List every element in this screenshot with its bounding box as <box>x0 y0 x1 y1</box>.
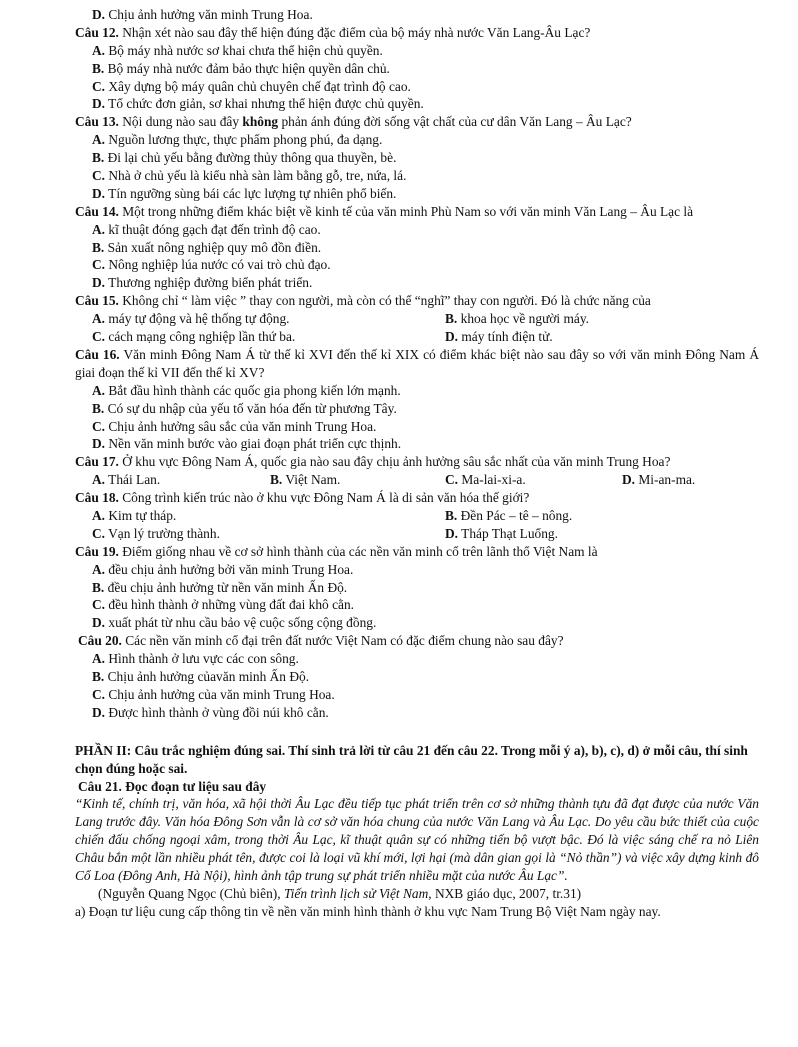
option-text: Vạn lý trường thành. <box>105 525 220 541</box>
question-text: Ở khu vực Đông Nam Á, quốc gia nào sau đây chịu ảnh hưởng sâu sắc nhất của văn minh Trung Hoa? <box>118 454 671 470</box>
option-text: Chịu ảnh hưởng văn minh Trung Hoa. <box>105 7 313 22</box>
q15-option-d <box>445 328 553 346</box>
q19-option-d <box>0 614 798 632</box>
q14-option-b <box>0 239 798 257</box>
question-21 <box>0 778 798 796</box>
question-text: Nhận xét nào sau đây thể hiện đúng đặc điểm của bộ máy nhà nước Văn Lang-Âu Lạc? <box>118 24 591 40</box>
option-letter: D. <box>92 96 106 112</box>
option-text: kĩ thuật đóng gạch đạt đến trình độ cao. <box>105 221 321 237</box>
q20-option-c <box>0 686 798 704</box>
option-letter: C. <box>92 257 106 273</box>
option-text: Việt Nam. <box>282 472 341 488</box>
option-letter: A. <box>92 382 106 398</box>
option-letter: C. <box>92 418 106 434</box>
option-letter: B. <box>445 508 458 523</box>
question-17 <box>0 453 759 471</box>
option-letter: A. <box>92 132 106 148</box>
q15-options-row-1 <box>0 310 798 328</box>
q12-option-d <box>0 95 798 113</box>
q15-option-c <box>92 328 295 346</box>
option-letter: B. <box>92 579 105 595</box>
question-12 <box>0 24 798 42</box>
option-letter: B. <box>92 400 105 416</box>
option-text: Tổ chức đơn giản, sơ khai nhưng thể hiện được chủ quyền. <box>105 96 424 112</box>
q11-option-d <box>0 6 798 24</box>
option-text: Đền Pác – tê – nông. <box>457 508 573 523</box>
q12-option-a <box>0 42 798 60</box>
option-letter: A. <box>92 472 106 488</box>
option-text: cách mạng công nghiệp lần thứ ba. <box>105 329 296 345</box>
q15-option-b <box>445 310 589 328</box>
option-letter: A. <box>92 508 106 523</box>
citation-text: , NXB giáo dục, 2007, tr.31) <box>428 885 582 901</box>
option-letter: D. <box>445 329 459 345</box>
question-text: Không chỉ “ làm việc ” thay con người, mà còn có thể “nghĩ” thay con người. Đó là chức năng của <box>118 293 651 309</box>
question-text: Văn minh Đông Nam Á từ thế kỉ XVI đến thế kỉ XIX có điểm khác biệt nào sau đây so với văn minh Đông Nam Á giai đoạn thế kỉ VII đến thế kỉ XV? <box>75 346 759 380</box>
q20-option-a <box>0 650 798 668</box>
source-quote: “Kinh tế, chính trị, văn hóa, xã hội thời Âu Lạc đều tiếp tục phát triển trên cơ sở những thành tựu đã đạt được của nước Văn Lang trước đây. Văn hóa Đông Sơn vẫn là cơ sở văn hóa chung của nước Văn Lang và Âu Lạc. Do yêu cầu bức thiết của cuộc chiến đấu chống ngoại xâm, trong thời Âu Lạc, kĩ thuật quân sự có những tiến bộ vượt bậc. Đó là việc sáng chế ra nỏ Liên Châu bắn một lần nhiều phát tên, được coi là loại vũ khí mới, lợi hại (mà dân gian gọi là “Nỏ thần”) và việc xây dựng kinh đô Cổ Loa (Đông Anh, Hà Nội), hình ảnh tập trung sự phát triển nhiều mặt của nước Âu Lạc”. <box>75 796 759 884</box>
q15-options-row-2 <box>0 328 798 346</box>
option-text: máy tính điện tử. <box>458 329 553 345</box>
option-text: Thương nghiệp đường biển phát triển. <box>105 275 313 291</box>
question-text: Một trong những điểm khác biệt về kinh tế của văn minh Phù Nam so với văn minh Văn Lang – Âu Lạc là <box>118 203 694 219</box>
option-text: Bộ máy nhà nước sơ khai chưa thể hiện chủ quyền. <box>105 42 383 58</box>
q17-option-d <box>622 471 695 489</box>
q13-option-c <box>0 167 798 185</box>
q16-option-a <box>0 382 798 400</box>
q18-option-b <box>445 507 572 525</box>
question-label: Câu 16. <box>75 346 120 362</box>
q17-options-row <box>0 471 798 489</box>
option-text: Xây dựng bộ máy quân chủ chuyên chế đạt trình độ cao. <box>105 78 411 94</box>
q13-option-b <box>0 149 798 167</box>
q15-option-a <box>92 310 290 328</box>
part-2-heading: PHẦN II: Câu trắc nghiệm đúng sai. Thí sinh trả lời từ câu 21 đến câu 22. Trong mỗi ý a), b), c), d) ở mỗi câu, thí sinh chọn đúng hoặc sai. <box>75 742 748 776</box>
q21-item-a: a) Đoạn tư liệu cung cấp thông tin về nền văn minh hình thành ở khu vực Nam Trung Bộ Việt Nam ngày nay. <box>75 903 661 919</box>
question-label: Câu 13. <box>75 114 119 130</box>
option-text: Đi lại chủ yếu bằng đường thủy thông qua thuyền, bè. <box>104 150 397 166</box>
section-gap <box>0 722 798 742</box>
q14-option-c <box>0 256 798 274</box>
question-14 <box>0 203 759 221</box>
option-text: đều chịu ảnh hưởng từ nền văn minh Ấn Độ. <box>104 579 348 595</box>
question-label: Câu 14. <box>75 203 119 219</box>
question-text: Các nền văn minh cổ đại trên đất nước Việt Nam có đặc điểm chung nào sau đây? <box>121 633 564 649</box>
option-text: Nguồn lương thực, thực phẩm phong phú, đa dạng. <box>105 132 383 148</box>
q14-option-d <box>0 274 798 292</box>
q18-options-row-2 <box>0 525 798 543</box>
option-letter: D. <box>445 525 459 541</box>
option-letter: A. <box>92 311 106 327</box>
source-citation <box>0 885 798 903</box>
option-text: Kim tự tháp. <box>105 508 177 523</box>
option-text: Mi-an-ma. <box>635 472 696 488</box>
option-letter: C. <box>92 597 106 613</box>
q18-options-row-1 <box>0 507 798 525</box>
question-label: Câu 17. <box>75 454 119 470</box>
question-text: Điểm giống nhau về cơ sở hình thành của các nền văn minh cổ trên lãnh thổ Việt Nam là <box>118 543 598 559</box>
option-letter: B. <box>92 60 105 76</box>
option-text: Chịu ảnh hưởng sâu sắc của văn minh Trung Hoa. <box>105 418 377 434</box>
option-letter: D. <box>92 7 106 22</box>
option-letter: B. <box>92 669 105 685</box>
question-emphasis: không <box>242 114 279 130</box>
q16-option-c <box>0 418 798 436</box>
q12-option-b <box>0 60 798 78</box>
question-text: phản ánh đúng đời sống vật chất của cư dân Văn Lang – Âu Lạc? <box>278 114 632 130</box>
option-text: Được hình thành ở vùng đồi núi khô cằn. <box>105 704 329 720</box>
option-letter: C. <box>92 78 106 94</box>
q19-option-b <box>0 579 798 597</box>
q17-option-a <box>92 471 160 489</box>
question-label: Câu 21. Đọc đoạn tư liệu sau đây <box>78 778 267 794</box>
question-20 <box>0 632 798 650</box>
q18-option-d <box>445 525 558 543</box>
option-letter: C. <box>92 168 106 184</box>
q17-option-b <box>270 471 340 489</box>
option-text: Tháp Thạt Luổng. <box>458 525 558 541</box>
option-letter: A. <box>92 42 106 58</box>
question-label: Câu 12. <box>75 24 119 40</box>
question-text: Nội dung nào sau đây <box>118 114 243 130</box>
option-letter: D. <box>92 436 106 452</box>
option-text: Tín ngưỡng sùng bái các lực lượng tự nhiên phổ biến. <box>105 185 397 201</box>
option-letter: D. <box>92 704 106 720</box>
citation-text: (Nguyễn Quang Ngọc (Chủ biên), <box>98 885 284 901</box>
option-text: Bộ máy nhà nước đảm bảo thực hiện quyền dân chủ. <box>104 60 390 76</box>
option-letter: C. <box>92 686 106 702</box>
option-text: Nhà ở chủ yếu là kiểu nhà sàn làm bằng gỗ, tre, nứa, lá. <box>105 168 407 184</box>
option-text: khoa học về người máy. <box>457 311 590 327</box>
option-letter: D. <box>92 275 106 291</box>
q18-option-a <box>92 507 176 525</box>
option-text: xuất phát từ nhu cầu bảo vệ cuộc sống cộng đồng. <box>105 615 377 631</box>
option-letter: B. <box>92 239 105 255</box>
option-letter: D. <box>92 615 106 631</box>
option-letter: B. <box>92 150 105 166</box>
option-letter: A. <box>92 561 106 577</box>
option-text: Sản xuất nông nghiệp quy mô đồn điền. <box>104 239 322 255</box>
q12-option-c <box>0 78 798 96</box>
citation-title: Tiến trình lịch sử Việt Nam <box>283 885 429 901</box>
option-text: Hình thành ở lưu vực các con sông. <box>105 651 299 667</box>
q17-option-c <box>445 471 526 489</box>
question-label: Câu 20. <box>78 633 122 649</box>
q14-option-a <box>0 221 798 239</box>
question-19 <box>0 543 798 561</box>
option-letter: B. <box>445 311 458 327</box>
option-text: Ma-lai-xi-a. <box>458 472 526 488</box>
q20-option-b <box>0 668 798 686</box>
option-text: Nền văn minh bước vào giai đoạn phát triển cực thịnh. <box>105 436 402 452</box>
option-text: Thái Lan. <box>105 472 161 488</box>
option-text: đều hình thành ở những vùng đất đai khô cằn. <box>105 597 355 613</box>
option-letter: C. <box>445 472 459 488</box>
question-label: Câu 19. <box>75 543 119 559</box>
q20-option-d <box>0 704 798 722</box>
option-text: Bắt đầu hình thành các quốc gia phong kiến lớn mạnh. <box>105 382 401 398</box>
question-15 <box>0 292 798 310</box>
question-18 <box>0 489 798 507</box>
q16-option-b <box>0 400 798 418</box>
q19-option-c <box>0 596 798 614</box>
option-letter: B. <box>270 472 283 488</box>
q16-option-d <box>0 435 798 453</box>
option-text: Chịu ảnh hưởng của văn minh Trung Hoa. <box>105 686 335 702</box>
option-text: Nông nghiệp lúa nước có vai trò chủ đạo. <box>105 257 331 273</box>
option-letter: C. <box>92 329 106 345</box>
option-letter: D. <box>622 472 636 488</box>
question-16 <box>0 346 759 382</box>
question-label: Câu 15. <box>75 293 119 309</box>
question-13 <box>0 113 798 131</box>
option-letter: A. <box>92 221 106 237</box>
option-text: máy tự động và hệ thống tự động. <box>105 311 290 327</box>
option-letter: D. <box>92 185 106 201</box>
q13-option-d <box>0 185 798 203</box>
q19-option-a <box>0 561 798 579</box>
q18-option-c <box>92 525 220 543</box>
option-letter: C. <box>92 525 106 541</box>
option-letter: A. <box>92 651 106 667</box>
option-text: Có sự du nhập của yếu tố văn hóa đến từ phương Tây. <box>104 400 397 416</box>
question-text: Công trình kiến trúc nào ở khu vực Đông Nam Á là di sản văn hóa thế giới? <box>118 490 530 506</box>
option-text: Chịu ảnh hưởng củavăn minh Ấn Độ. <box>104 669 310 685</box>
option-text: đều chịu ảnh hưởng bởi văn minh Trung Hoa. <box>105 561 354 577</box>
question-label: Câu 18. <box>75 490 119 506</box>
q13-option-a <box>0 131 798 149</box>
